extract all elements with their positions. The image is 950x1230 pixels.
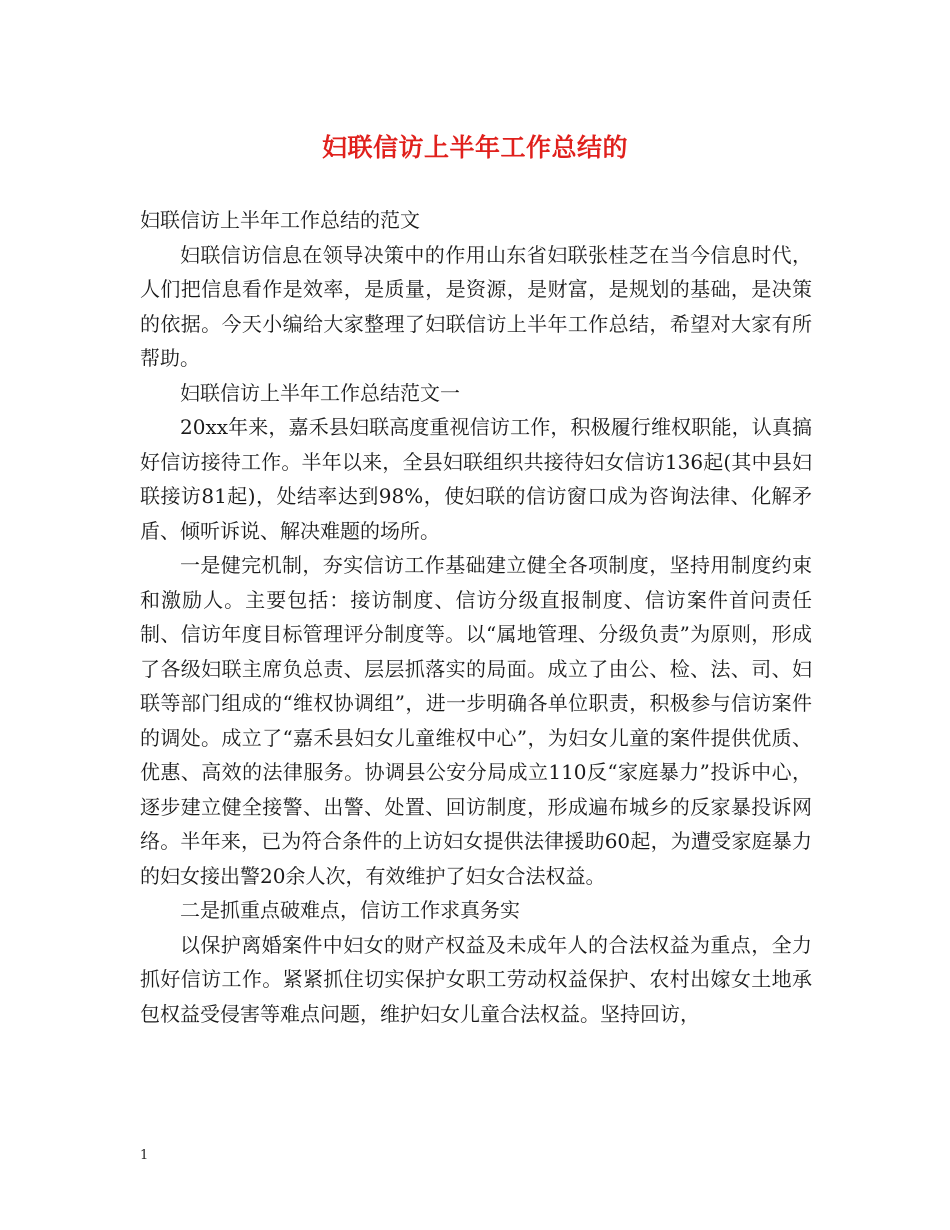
- paragraph-intro: 妇联信访信息在领导决策中的作用山东省妇联张桂芝在当今信息时代，人们把信息看作是效率，是质量，是资源，是财富，是规划的基础，是决策的依据。今天小编给大家整理了妇联信访上半年工作总结，希望对大家有所帮助。: [140, 242, 812, 370]
- page-number: 1: [140, 1148, 149, 1163]
- document-title: 妇联信访上半年工作总结的: [321, 133, 628, 162]
- document-subtitle: 妇联信访上半年工作总结的范文: [140, 208, 420, 232]
- paragraph-mechanism: 一是健完机制，夯实信访工作基础建立健全各项制度，坚持用制度约束和激励人。主要包括：接访制度、信访分级直报制度、信访案件首问责任制、信访年度目标管理评分制度等。以“属地管理、分级负责”为原则，形成了各级妇联主席负总责、层层抓落实的局面。成立了由公、检、法、司、妇联等部门组成的“维权协调组”，进一步明确各单位职责，积极参与信访案件的调处。成立了“嘉禾县妇女儿童维权中心”，为妇女儿童的案件提供优质、优惠、高效的法律服务。协调县公安分局成立110反“家庭暴力”投诉中心，逐步建立健全接警、出警、处置、回访制度，形成遍布城乡的反家暴投诉网络。半年来，已为符合条件的上访妇女提供法律援助60起，为遭受家庭暴力的妇女接出警20余人次，有效维护了妇女合法权益。: [140, 553, 812, 888]
- paragraph-overview: 20xx年来，嘉禾县妇联高度重视信访工作，积极履行维权职能，认真搞好信访接待工作。半年以来，全县妇联组织共接待妇女信访136起(其中县妇联接访81起)，处结率达到98%，使妇联的信访窗口成为咨询法律、化解矛盾、倾听诉说、解决难题的场所。: [140, 415, 812, 543]
- paragraph-key-points: 以保护离婚案件中妇女的财产权益及未成年人的合法权益为重点，全力抓好信访工作。紧紧抓住切实保护女职工劳动权益保护、农村出嫁女土地承包权益受侵害等难点问题，维护妇女儿童合法权益。坚持回访，: [140, 932, 812, 1026]
- section-heading-sample-one: 妇联信访上半年工作总结范文一: [180, 380, 460, 405]
- document-body: [140, 203, 812, 1031]
- section-heading-key-points: 二是抓重点破难点，信访工作求真务实: [180, 898, 520, 922]
